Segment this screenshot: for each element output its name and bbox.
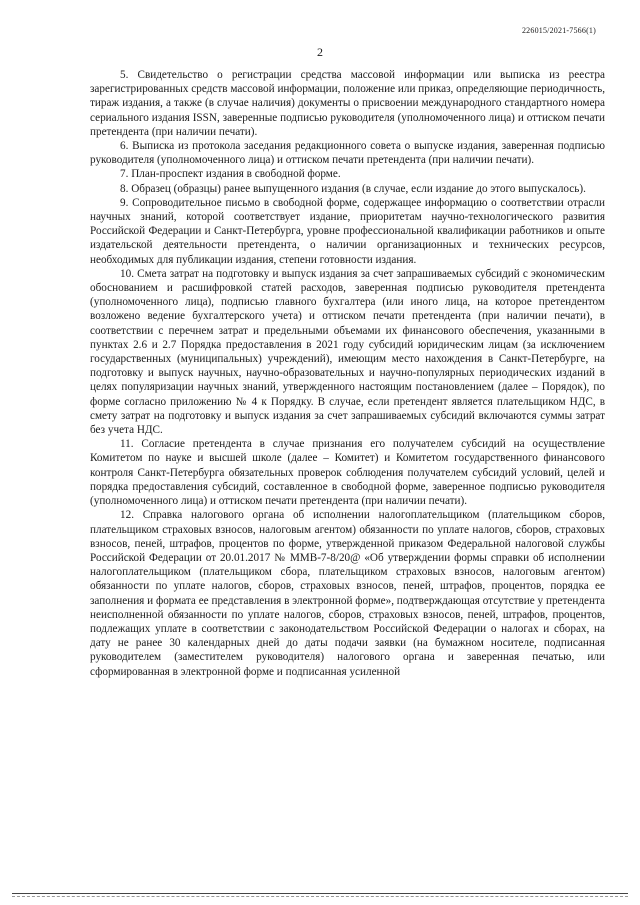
paragraph-item-12: 12. Справка налогового органа об исполнении налогоплательщиком (плательщиком сборов, плательщиком страховых взносов, налоговым агентом) обязанности по уплате налогов, сборов, страховых взносов, пеней, штрафов, процентов по форме, утвержденной приказом Федеральной налоговой службы Российской Федерации от 20.01.2017 № ММВ-7-8/20@ «Об утверждении формы справки об исполнении налогоплательщиком (плательщиком сбора, плательщиком страховых взносов, налоговым агентом) обязанности по уплате налогов, сборов, страховых взносов, пеней, штрафов, процентов, порядка ее заполнения и формата ее представления в электронной форме», подтверждающая отсутствие у претендента неисполненной обязанности по уплате налогов, сборов, страховых взносов, пеней, штрафов, процентов, подлежащих уплате в соответствии с законодательством Российской Федерации о налогах и сборах, на дату не ранее 30 календарных дней до даты подачи заявки (на бумажном носителе, подписанная руководителем (заместителем руководителя) налогового органа и заверенная печатью, или сформированная в электронной форме и подписанная усиленной	[90, 509, 605, 678]
paragraph-item-7: 7. План-проспект издания в свободной форме.	[120, 168, 341, 181]
document-body	[90, 68, 605, 679]
paragraph-item-5: 5. Свидетельство о регистрации средства массовой информации или выписка из реестра зарегистрированных средств массовой информации, положение или приказ, определяющие периодичность, тираж издания, а также (в случае наличия) документы о присвоении международного стандартного номера сериального издания ISSN, заверенные подписью руководителя (уполномоченного лица) и оттиском печати претендента (при наличии печати).	[90, 69, 605, 138]
paragraph-item-6: 6. Выписка из протокола заседания редакционного совета о выпуске издания, заверенная подписью руководителя (уполномоченного лица) и оттиском печати претендента (при наличии печати).	[90, 140, 605, 167]
scan-edge-line-faint	[12, 896, 628, 897]
paragraph-item-9: 9. Сопроводительное письмо в свободной форме, содержащее информацию о соответствии отрасли научных знаний, которой соответствует издание, приоритетам научно-технологического развития Российской Федерации и Санкт-Петербурга, уровне профессиональной квалификации работников и опыте издательской деятельности претендента, о наличии организационных и технических ресурсов, необходимых для публикации издания, степени готовности издания.	[90, 196, 605, 266]
document-number: 226015/2021-7566(1)	[521, 26, 596, 35]
scan-edge-line	[12, 893, 628, 894]
page-number: 2	[317, 45, 323, 59]
paragraph-item-10: 10. Смета затрат на подготовку и выпуск издания за счет запрашиваемых субсидий с экономическим обоснованием и расшифровкой статей расходов, заверенная подписью руководителя претендента (уполномоченного лица), подписью главного бухгалтера (или иного лица, на которое претендентом возложено ведение бухгалтерского учета) и оттиском печати претендента (при наличии печати), в соответствии с перечнем затрат и предельными объемами их финансового обеспечения, указанными в пунктах 2.6 и 2.7 Порядка предоставления в 2021 году субсидий юридическим лицам (за исключением государственных (муниципальных) учреждений), имеющим место нахождения в Санкт-Петербурге, на подготовку и выпуск научных, научно-образовательных и научно-популярных периодических изданий в целях популяризации научных знаний, утвержденного настоящим постановлением (далее – Порядок), по форме согласно приложению № 4 к Порядку. В случае, если претендент является плательщиком НДС, в смету затрат на подготовку и выпуск издания за счет запрашиваемых субсидий включаются суммы затрат без учета НДС.	[90, 267, 605, 437]
paragraph-item-11: 11. Согласие претендента в случае признания его получателем субсидий на осуществление Комитетом по науке и высшей школе (далее – Комитет) и Комитетом государственного финансового контроля Санкт-Петербурга обязательных проверок соблюдения получателем субсидий условий, целей и порядка предоставления субсидий, составленное в свободной форме, заверенное подписью руководителя (уполномоченного лица) и оттиском печати претендента (при наличии печати).	[90, 438, 605, 508]
paragraph-item-8: 8. Образец (образцы) ранее выпущенного издания (в случае, если издание до этого выпускалось).	[120, 182, 586, 195]
